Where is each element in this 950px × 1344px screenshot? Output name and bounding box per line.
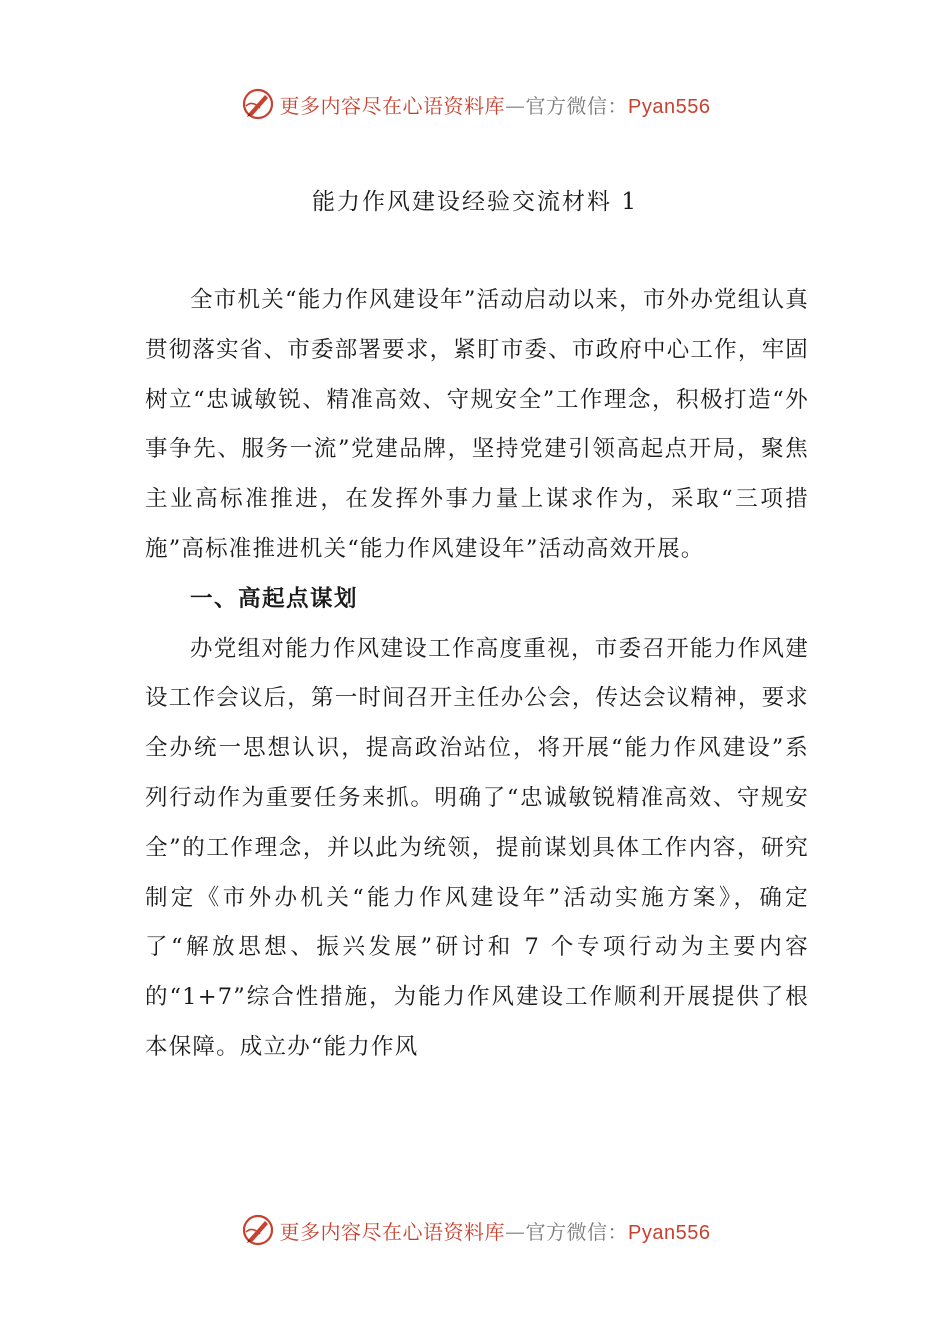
watermark-dash: — xyxy=(505,1219,526,1244)
watermark-text xyxy=(280,1216,711,1245)
watermark-text xyxy=(280,90,711,119)
section-paragraph: 办党组对能力作风建设工作高度重视，市委召开能力作风建设工作会议后，第一时间召开主任办公会，传达会议精神，要求全办统一思想认识，提高政治站位，将开展“能力作风建设”系列行动作为重要任务来抓。明确了“忠诚敏锐精准高效、守规安全”的工作理念，并以此为统领，提前谋划具体工作内容，研究制定《市外办机关“能力作风建设年”活动实施方案》，确定了“解放思想、振兴发展”研讨和 7 个专项行动为主要内容的“1+7”综合性措施，为能力作风建设工作顺利开展提供了根本保障。成立办“能力作风 xyxy=(145,635,809,1060)
watermark-brand: 更多内容尽在心语资料库 xyxy=(279,1219,506,1244)
watermark-id: Pyan556 xyxy=(628,1221,711,1244)
watermark-official: 官方微信： xyxy=(525,93,629,118)
watermark-id: Pyan556 xyxy=(628,95,711,118)
footer-watermark xyxy=(0,1210,950,1250)
document-body xyxy=(145,276,809,1073)
intro-paragraph: 全市机关“能力作风建设年”活动启动以来，市外办党组认真贯彻落实省、市委部署要求，紧盯市委、市政府中心工作，牢固树立“忠诚敏锐、精准高效、守规安全”工作理念，积极打造“外事争先、服务一流”党建品牌，坚持党建引领高起点开局，聚焦主业高标准推进，在发挥外事力量上谋求作为，采取“三项措施”高标准推进机关“能力作风建设年”活动高效开展。 xyxy=(145,287,809,562)
watermark-brand: 更多内容尽在心语资料库 xyxy=(279,93,506,118)
header-watermark xyxy=(0,84,950,124)
pen-logo-icon xyxy=(240,1212,276,1248)
document-title: 能力作风建设经验交流材料 1 xyxy=(312,189,638,215)
section-heading: 一、高起点谋划 xyxy=(190,585,359,612)
pen-logo-icon xyxy=(240,86,276,122)
watermark-dash: — xyxy=(505,93,526,118)
watermark-official: 官方微信： xyxy=(525,1219,629,1244)
